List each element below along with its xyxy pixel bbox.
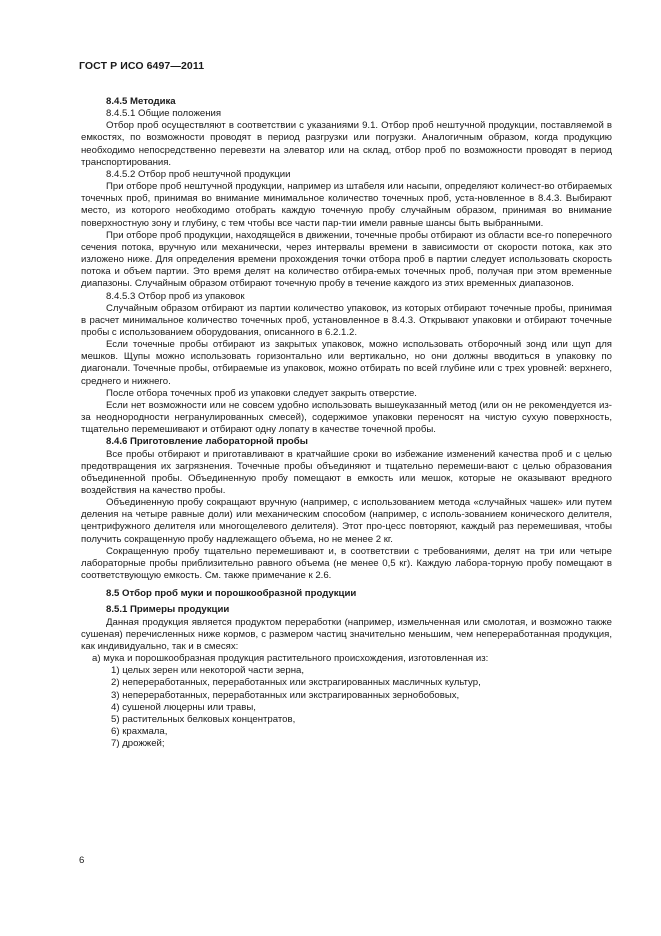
list-item: 6) крахмала, [111, 725, 168, 737]
list-item: а) мука и порошкообразная продукция растительного происхождения, изготовленная из: [92, 653, 489, 665]
list-item: 3) непереработанных, переработанных или экстрагированных зернобобовых, [111, 689, 460, 701]
paragraph: Если нет возможности или не совсем удобно использовать вышеуказанный метод (или он не рекомендуется из-за неоднородности негранулированных смесей), содержимое упаковки переносят на чистую сухую поверхность, тщательно перемешивают и отбирают одну лопату в качестве точечной пробы. [81, 399, 612, 436]
paragraph: Данная продукция является продуктом переработки (например, измельченная или смолотая, и возможно также сушеная) перечисленных ниже кормов, с размером частиц значительно меньшим, чем непереработанная продукция, как индивидуально, так и в смесях: [81, 616, 612, 652]
paragraph: 8.4.5.1 Общие положения [106, 108, 222, 120]
paragraph: Сокращенную пробу тщательно перемешивают и, в соответствии с требованиями, делят на три или четыре лабораторные пробы приблизительно равного объема (не менее 0,5 кг). Каждую лабора-торную пробу помещают в соответствующую емкость. См. также примечание к 2.6. [81, 545, 612, 582]
section-heading: 8.4.6 Приготовление лабораторной пробы [106, 436, 308, 448]
page-number: 6 [79, 855, 85, 866]
list-item: 1) целых зерен или некоторой части зерна, [111, 665, 304, 677]
document-body [81, 96, 612, 750]
section-heading: 8.5 Отбор проб муки и порошкообразной продукции [106, 588, 357, 600]
list-item: 7) дрожжей; [111, 738, 165, 750]
paragraph: Отбор проб осуществляют в соответствии с указаниями 9.1. Отбор проб нештучной продукции, поставляемой в емкостях, по возможности проводят в период разгрузки или погрузки. Аналогичным образом, когда продукцию необходимо непосредственно перевезти на элеватор или на склад, отбор проб по возможности проводят в период транспортирования. [81, 120, 612, 168]
paragraph: После отбора точечных проб из упаковки следует закрыть отверстие. [106, 387, 417, 399]
list-item: 4) сушеной люцерны или травы, [111, 701, 256, 713]
list-item: 2) непереработанных, переработанных или экстрагированных масличных культур, [111, 677, 481, 689]
paragraph: При отборе проб продукции, находящейся в движении, точечные пробы отбирают из области все-го поперечного сечения потока, вручную или механически, через интервалы времени в зависимости от скорости потока, как это изложено ниже. Для определения времени прохождения точки отбора проб в партии следует использовать скорость потока и объем партии. Это время делят на количество отбира-емых точечных проб, получая при этом временные диапазоны. Случайным образом отбирают точечную пробу в течение каждого из этих временных диапазонов. [81, 229, 612, 290]
section-heading: 8.5.1 Примеры продукции [106, 604, 230, 616]
paragraph: При отборе проб нештучной продукции, например из штабеля или насыпи, определяют количест-во отбираемых точечных проб, принимая во внимание минимальное количество точечных проб, уста-новленное в 8.4.3. Выбирают место, из которого необходимо отобрать каждую точечную пробу случайным образом, принимая во внимание поверхностную зону и глубину, с тем чтобы все части пар-тии имели равные шансы быть выбранными. [81, 181, 612, 229]
standard-header: ГОСТ Р ИСО 6497—2011 [79, 60, 205, 72]
list-item: 5) растительных белковых концентратов, [111, 713, 296, 725]
paragraph: Если точечные пробы отбирают из закрытых упаковок, можно использовать отборочный зонд или щуп для мешков. Щупы можно использовать горизонтально или вертикально, но они должны вводиться в упаковку по диагонали. Точечные пробы, отбираемые из упаковок, можно отбирать по всей глубине или с трех уровней: верхнего, среднего и нижнего. [81, 339, 612, 387]
paragraph: Все пробы отбирают и приготавливают в кратчайшие сроки во избежание изменений качества проб и с целью предотвращения их загрязнения. Точечные пробы объединяют и тщательно перемеши-вают с целью образования объединенной пробы. Объединенную пробу помещают в емкость или мешок, которые не оказывают вредного воздействия на качество пробы. [81, 448, 612, 496]
paragraph: Случайным образом отбирают из партии количество упаковок, из которых отбирают точечные пробы, принимая в расчет минимальное количество точечных проб, установленное в 8.4.3. Открывают упаковки и отбирают точечные пробы с использованием оборудования, описанного в 6.2.1.2. [81, 302, 612, 338]
paragraph: 8.4.5.3 Отбор проб из упаковок [106, 290, 245, 302]
section-heading: 8.4.5 Методика [106, 96, 176, 107]
paragraph: 8.4.5.2 Отбор проб нештучной продукции [106, 168, 291, 180]
paragraph: Объединенную пробу сокращают вручную (например, с использованием метода «случайных чашек» или путем деления на четыре равные доли) или механическим способом (например, с исполь-зованием конического делителя, центрифужного делителя или многощелевого делителя). Этот про-цесс повторяют, каждый раз перемешивая, чтобы получить сокращенную пробу надлежащего объема, но не менее 2 кг. [81, 497, 612, 545]
